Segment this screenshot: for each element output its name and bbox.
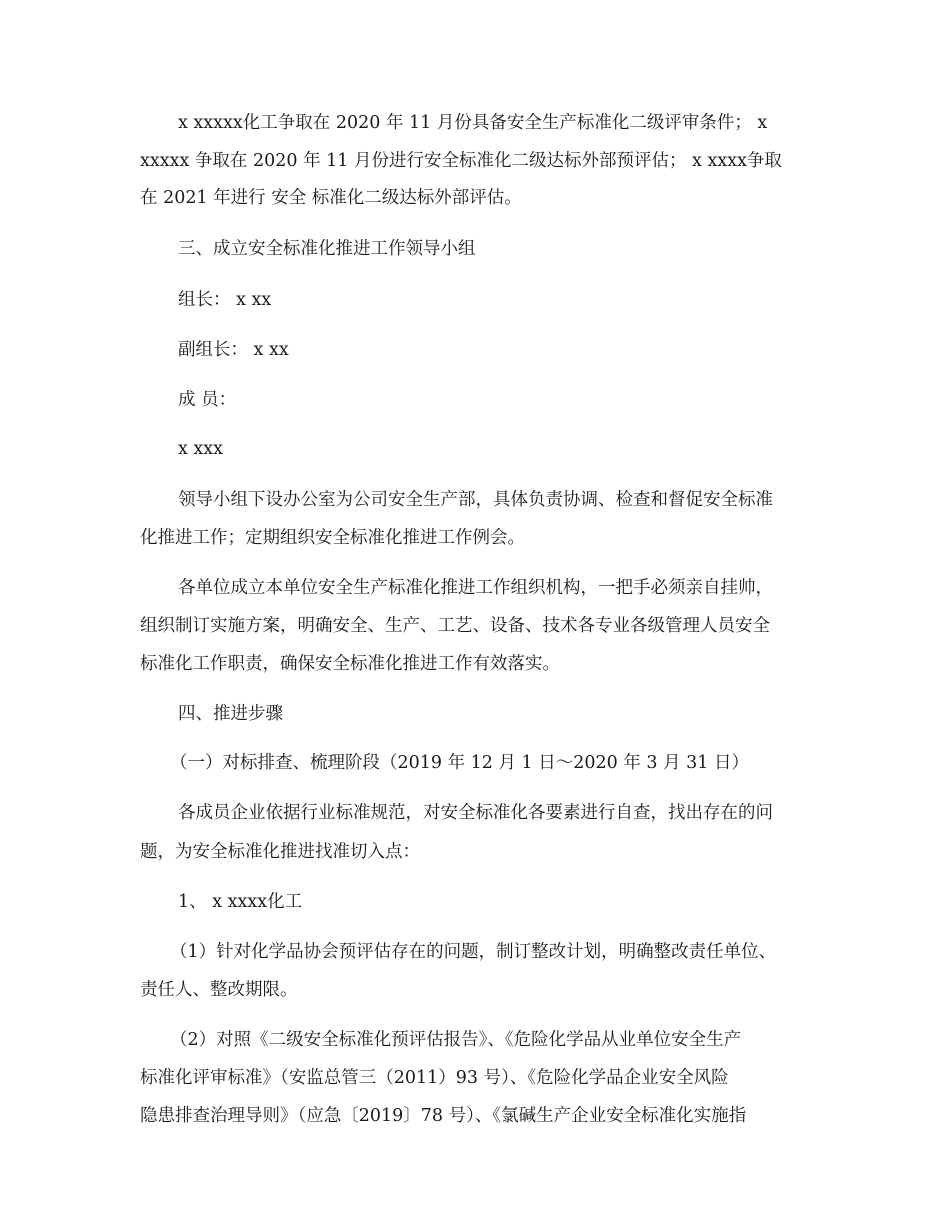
section-heading: 三、成立安全标准化推进工作领导小组 (178, 239, 476, 259)
paragraph-line: x xxxxx化工争取在 2020 年 11 月份具备安全生产标准化二级评审条件； x (178, 113, 768, 133)
paragraph-line: xxxxx 争取在 2020 年 11 月份进行安全标准化二级达标外部预评估； x xxxx争取 (140, 151, 782, 171)
paragraph-line: （2）对照《二级安全标准化预评估报告》、《危险化学品从业单位安全生产 (170, 1030, 742, 1050)
paragraph-line: 各成员企业依据行业标准规范，对安全标准化各要素进行自查，找出存在的问 (178, 803, 773, 823)
list-item-heading: 1、 x xxxx化工 (178, 892, 303, 912)
paragraph-line: 隐患排查治理导则》（应急〔2019〕78 号）、《氯碱生产企业安全标准化实施指 (140, 1106, 747, 1126)
leader-line: 组长： x xx (178, 290, 272, 310)
paragraph-line: 责任人、整改期限。 (140, 980, 298, 1000)
paragraph-line: 组织制订实施方案，明确安全、生产、工艺、设备、技术各专业各级管理人员安全 (140, 616, 770, 636)
paragraph-line: 标准化评审标准》（安监总管三（2011）93 号）、《危险化学品企业安全风险 (140, 1068, 729, 1088)
section-heading: 四、推进步骤 (178, 704, 283, 724)
paragraph-line: 标准化工作职责，确保安全标准化推进工作有效落实。 (140, 654, 560, 674)
paragraph-line: 各单位成立本单位安全生产标准化推进工作组织机构，一把手必须亲自挂帅， (178, 578, 773, 598)
subsection-heading: （一）对标排查、梳理阶段（2019 年 12 月 1 日～2020 年 3 月 31 日） (170, 753, 750, 773)
paragraph-line: 化推进工作；定期组织安全标准化推进工作例会。 (140, 528, 525, 548)
deputy-leader-line: 副组长： x xx (178, 340, 289, 360)
paragraph-line: （1）针对化学品协会预评估存在的问题，制订整改计划，明确整改责任单位、 (170, 942, 777, 962)
paragraph-line: 在 2021 年进行 安全 标准化二级达标外部评估。 (140, 188, 522, 208)
members-value: x xxx (178, 439, 224, 459)
paragraph-line: 领导小组下设办公室为公司安全生产部，具体负责协调、检查和督促安全标准 (178, 490, 773, 510)
members-label: 成 员： (178, 390, 237, 410)
paragraph-line: 题，为安全标准化推进找准切入点： (140, 842, 420, 862)
